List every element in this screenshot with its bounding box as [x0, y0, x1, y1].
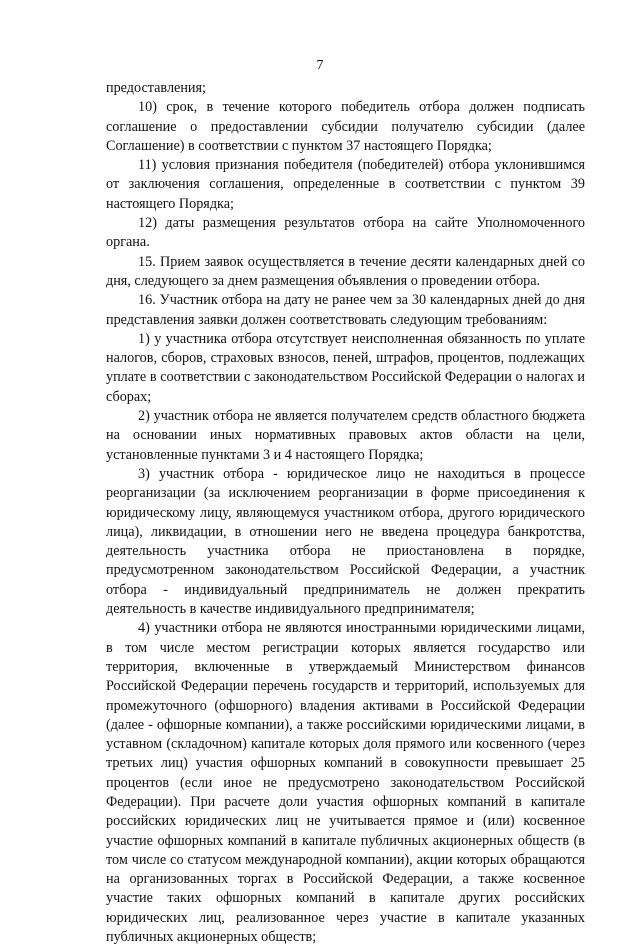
paragraph-requirement-1: 1) у участника отбора отсутствует неисполненная обязанность по уплате налогов, сборов, страховых взносов, пеней, штрафов, процентов, подлежащих уплате в соответствии с законодательством Российской Федерации о налогах и сборах;: [106, 330, 585, 405]
paragraph-requirement-2: 2) участник отбора не является получателем средств областного бюджета на основании иных нормативных правовых актов области на цели, установленные пунктами 3 и 4 настоящего Порядка;: [106, 408, 585, 463]
paragraph-item-10: 10) срок, в течение которого победитель отбора должен подписать соглашение о предоставлении субсидии получателю субсидии (далее Соглашение) в соответствии с пунктом 37 настоящего Порядка;: [106, 99, 585, 154]
paragraph-requirement-3: 3) участник отбора - юридическое лицо не находиться в процессе реорганизации (за исключением реорганизации в форме присоединения к юридическому лицу, являющемуся участником отбора, другого юридического лица), ликвидации, в отношении него не введена процедура банкротства, деятельность участника отбора не приостановлена в порядке, предусмотренном законодательством Российской Федерации, а участник отбора - индивидуальный предприниматель не должен прекратить деятельность в качестве индивидуального предпринимателя;: [106, 465, 585, 618]
paragraph-item-12: 12) даты размещения результатов отбора на сайте Уполномоченного органа.: [106, 215, 585, 251]
paragraph-clause-16: 16. Участник отбора на дату не ранее чем за 30 календарных дней до дня представления заявки должен соответствовать следующим требованиям:: [106, 292, 585, 328]
paragraph-requirement-4: 4) участники отбора не являются иностранными юридическими лицами, в том числе местом регистрации которых является государство или территория, включенные в утверждаемый Министерством финансов Российской Федерации перечень государств и территорий, используемых для промежуточного (офшорного) владения активами в Российской Федерации (далее - офшорные компании), а также российскими юридическими лицами, в уставном (складочном) капитале которых доля прямого или косвенного (через третьих лиц) участия офшорных компаний в совокупности превышает 25 процентов (если иное не предусмотрено законодательством Российской Федерации). При расчете доли участия офшорных компаний в капитале российских юридических лиц не учитывается прямое и (или) косвенное участие офшорных компаний в капитале публичных акционерных обществ (в том числе со статусом международной компании), акции которых обращаются на организованных торгах в Российской Федерации, а также косвенное участие таких офшорных компаний в капитале других российских юридических лиц, реализованное через участие в капитале указанных публичных акционерных обществ;: [106, 620, 585, 946]
document-body: [106, 79, 585, 947]
page-number: 7: [316, 58, 324, 73]
paragraph-item-11: 11) условия признания победителя (победителей) отбора уклонившимся от заключения соглашения, определенные в соответствии с пунктом 39 настоящего Порядка;: [106, 157, 585, 212]
paragraph-continuation: предоставления;: [106, 80, 206, 96]
paragraph-clause-15: 15. Прием заявок осуществляется в течение десяти календарных дней со дня, следующего за днем размещения объявления о проведении отбора.: [106, 253, 585, 289]
